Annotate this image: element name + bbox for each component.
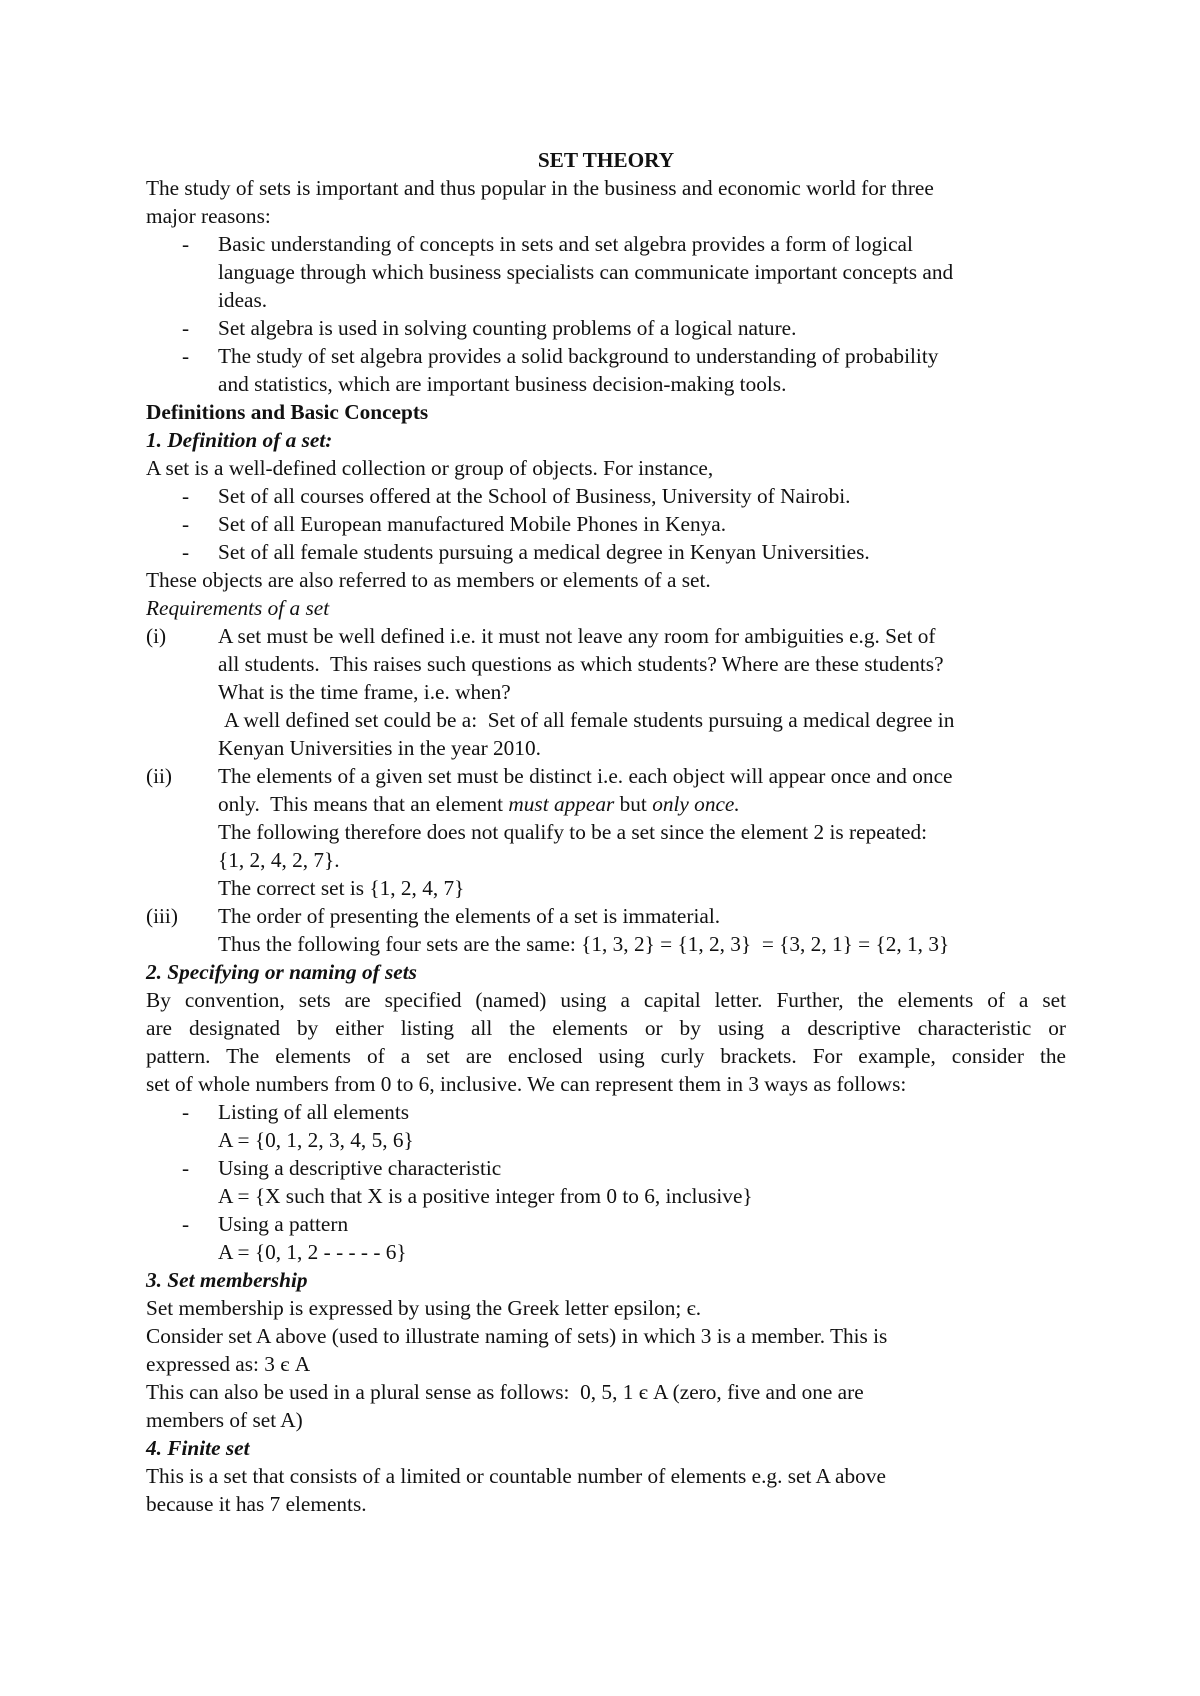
list-item [146,1098,1066,1154]
definition-2-para-line-2: are designated by either listing all the elements or by using a descriptive characteristic or [146,1016,1066,1040]
list-item [146,538,1066,566]
requirement-1 [146,622,1066,762]
way-3-label: Using a pattern [218,1212,349,1236]
section-heading: Definitions and Basic Concepts [146,400,429,424]
requirement-marker: (i) [146,624,167,648]
definition-2-para-line-1: By convention, sets are specified (named) using a capital letter. Further, the elements of a set [146,988,1066,1012]
bullet-dash: - [182,344,190,368]
definition-2-para-line-4: set of whole numbers from 0 to 6, inclusive. We can represent them in 3 ways as follows: [146,1072,907,1096]
bullet-dash: - [182,1100,190,1124]
definition-1-heading: 1. Definition of a set: [146,428,333,452]
requirement-3 [146,902,1066,958]
definition-3-line-1: Set membership is expressed by using the Greek letter epsilon; є. [146,1296,702,1320]
bullet-dash: - [182,1156,190,1180]
requirement-2 [146,762,1066,902]
bullet-dash: - [182,484,190,508]
requirement-2-line-5: The correct set is {1, 2, 4, 7} [218,876,465,900]
bullet-dash: - [182,232,190,256]
list-item [146,1210,1066,1266]
requirement-1-line-4: A well defined set could be a: Set of all female students pursuing a medical degree in [224,708,955,732]
requirement-2-text-c: but [614,792,653,816]
intro-line-2: major reasons: [146,204,271,228]
definition-3-line-3: expressed as: 3 є A [146,1352,311,1376]
way-2-example: A = {X such that X is a positive integer from 0 to 6, inclusive} [218,1184,753,1208]
reason-1-line-1: Basic understanding of concepts in sets and set algebra provides a form of logical [218,232,913,256]
way-3-example: A = {0, 1, 2 - - - - - 6} [218,1240,407,1264]
example-3: Set of all female students pursuing a medical degree in Kenyan Universities. [218,540,870,564]
definition-3-heading: 3. Set membership [146,1268,308,1292]
definition-2-para-line-3: pattern. The elements of a set are enclosed using curly brackets. For example, consider the [146,1044,1066,1068]
bullet-dash: - [182,540,190,564]
requirement-2-line-3: The following therefore does not qualify to be a set since the element 2 is repeated: [218,820,928,844]
reason-1-line-3: ideas. [218,288,268,312]
page-title: SET THEORY [537,148,675,172]
list-item [146,342,1066,398]
list-item [146,510,1066,538]
way-1-example: A = {0, 1, 2, 3, 4, 5, 6} [218,1128,414,1152]
reason-3-line-1: The study of set algebra provides a solid background to understanding of probability [218,344,939,368]
reason-3-line-2: and statistics, which are important business decision-making tools. [218,372,787,396]
intro-line-1: The study of sets is important and thus popular in the business and economic world for three [146,176,934,200]
list-item [146,230,1066,314]
way-1-label: Listing of all elements [218,1100,410,1124]
requirement-2-line-1: The elements of a given set must be distinct i.e. each object will appear once and once [218,764,953,788]
document-page [146,146,1066,1518]
requirement-3-line-2: Thus the following four sets are the same: {1, 3, 2} = {1, 2, 3} = {3, 2, 1} = {2, 1, 3} [218,932,950,956]
definition-1-text: A set is a well-defined collection or group of objects. For instance, [146,456,714,480]
definition-3-line-4: This can also be used in a plural sense as follows: 0, 5, 1 є A (zero, five and one are [146,1380,864,1404]
requirement-1-line-3: What is the time frame, i.e. when? [218,680,511,704]
example-1: Set of all courses offered at the School of Business, University of Nairobi. [218,484,851,508]
list-item [146,482,1066,510]
requirement-2-line-4: {1, 2, 4, 2, 7}. [218,848,340,872]
definition-3-line-5: members of set A) [146,1408,303,1432]
requirement-1-line-5: Kenyan Universities in the year 2010. [218,736,541,760]
definition-2-heading: 2. Specifying or naming of sets [146,960,417,984]
emphasis-must-appear: must appear [508,792,615,816]
requirement-3-line-1: The order of presenting the elements of a set is immaterial. [218,904,721,928]
list-item [146,314,1066,342]
requirement-1-line-2: all students. This raises such questions as which students? Where are these students? [218,652,944,676]
definition-4-line-1: This is a set that consists of a limited or countable number of elements e.g. set A above [146,1464,886,1488]
bullet-dash: - [182,316,190,340]
emphasis-only-once: only once. [652,792,740,816]
definition-4-line-2: because it has 7 elements. [146,1492,367,1516]
requirement-1-line-1: A set must be well defined i.e. it must not leave any room for ambiguities e.g. Set of [218,624,936,648]
list-item [146,1154,1066,1210]
requirement-2-text-a: only. This means that an element [218,792,509,816]
definition-3-line-2: Consider set A above (used to illustrate naming of sets) in which 3 is a member. This is [146,1324,888,1348]
reason-1-line-2: language through which business specialists can communicate important concepts and [218,260,954,284]
requirement-marker: (iii) [146,904,178,928]
reason-2-line-1: Set algebra is used in solving counting problems of a logical nature. [218,316,797,340]
requirement-2-line-2 [218,790,1066,818]
way-2-label: Using a descriptive characteristic [218,1156,502,1180]
requirements-heading: Requirements of a set [146,596,330,620]
example-2: Set of all European manufactured Mobile Phones in Kenya. [218,512,727,536]
definition-4-heading: 4. Finite set [146,1436,250,1460]
reasons-list [146,230,1066,398]
definition-1-after: These objects are also referred to as members or elements of a set. [146,568,711,592]
bullet-dash: - [182,512,190,536]
requirement-marker: (ii) [146,764,173,788]
bullet-dash: - [182,1212,190,1236]
